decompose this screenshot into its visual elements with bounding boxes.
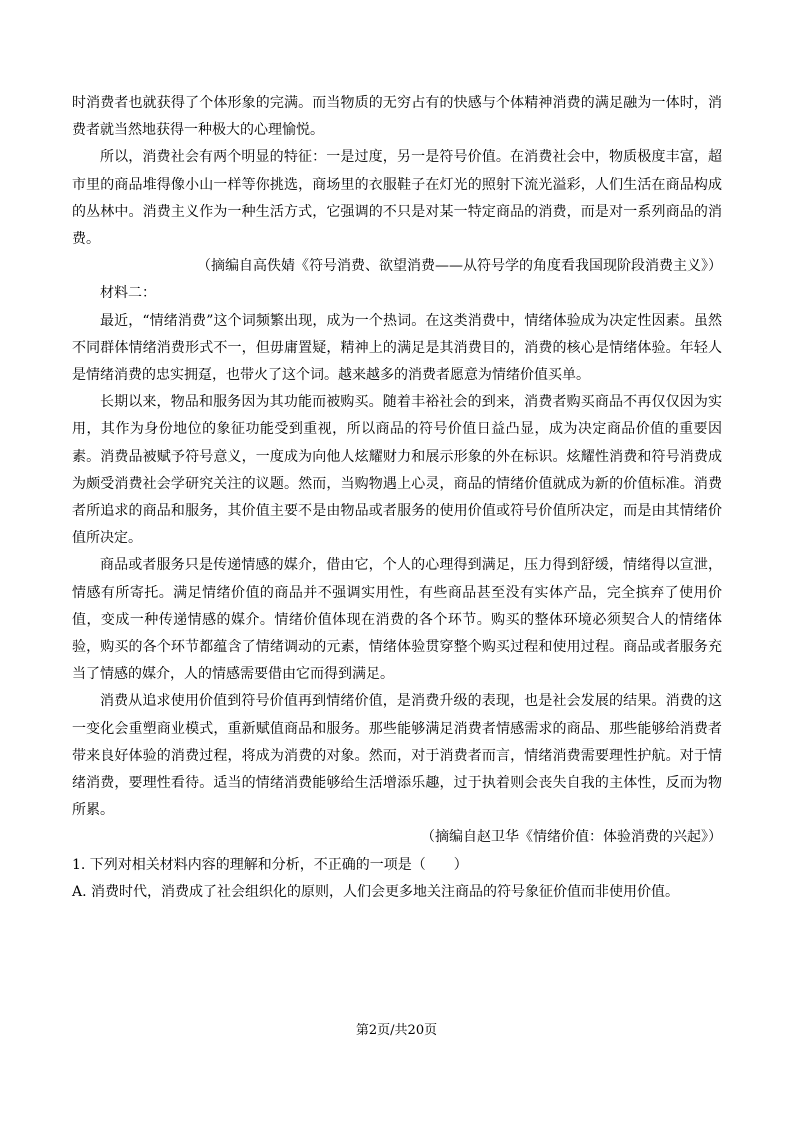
paragraph-symbolic-value: 长期以来，物品和服务因为其功能而被购买。随着丰裕社会的到来，消费者购买商品不再仅仅因为实用，其作为身份地位的象征功能受到重视，所以商品的符号价值日益凸显，成为决定商品价值的重要因素。消费品被赋予符号意义，一度成为向他人炫耀财力和展示形象的外在标识。炫耀性消费和符号消费成为颇受消费社会学研究关注的议题。然而，当购物遇上心灵，商品的情绪价值就成为新的价值标准。消费者所追求的商品和服务，其价值主要不是由物品或者服务的使用价值或符号价值所决定，而是由其情绪价值所决定。 xyxy=(72,394,722,547)
paragraph-continuation: 时消费者也就获得了个体形象的完满。而当物质的无穷占有的快感与个体精神消费的满足融为一体时，消费者就当然地获得一种极大的心理愉悦。 xyxy=(72,95,722,139)
question-1-option-a: A. 消费时代，消费成了社会组织化的原则，人们会更多地关注商品的符号象征价值而非使用价值。 xyxy=(72,883,680,900)
document-body xyxy=(72,90,722,906)
paragraph-consumption-upgrade: 消费从追求使用价值到符号价值再到情绪价值，是消费升级的表现，也是社会发展的结果。消费的这一变化会重塑商业模式，重新赋值商品和服务。那些能够满足消费者情感需求的商品、那些能够给消费者带来良好体验的消费过程，将成为消费的对象。然而，对于消费者而言，情绪消费需要理性护航。对于情绪消费，要理性看待。适当的情绪消费能够给生活增添乐趣，过于执着则会丧失自我的主体性，反而为物所累。 xyxy=(72,693,722,819)
source-citation-1: （摘编自高佚婧《符号消费、欲望消费——从符号学的角度看我国现阶段消费主义》） xyxy=(197,258,722,275)
paragraph-consumer-society-features: 所以，消费社会有两个明显的特征：一是过度，另一是符号价值。在消费社会中，物质极度丰富，超市里的商品堆得像小山一样等你挑选，商场里的衣服鞋子在灯光的照射下流光溢彩，人们生活在商品构成的丛林中。消费主义作为一种生活方式，它强调的不只是对某一特定商品的消费，而是对一系列商品的消费。 xyxy=(72,149,722,248)
paragraph-emotional-consumption: 最近，“情绪消费”这个词频繁出现，成为一个热词。在这类消费中，情绪体验成为决定性因素。虽然不同群体情绪消费形式不一，但毋庸置疑，精神上的满足是其消费目的，消费的核心是情绪体验。年轻人是情绪消费的忠实拥趸，也带火了这个词。越来越多的消费者愿意为情绪价值买单。 xyxy=(72,312,722,384)
material-two-heading: 材料二： xyxy=(100,285,156,302)
source-citation-2: （摘编自赵卫华《情绪价值：体验消费的兴起》） xyxy=(421,829,722,846)
question-1: 1. 下列对相关材料内容的理解和分析，不正确的一项是（ ） xyxy=(72,856,468,873)
paragraph-emotion-medium: 商品或者服务只是传递情感的媒介，借由它，个人的心理得到满足，压力得到舒缓，情绪得以宣泄，情感有所寄托。满足情绪价值的商品并不强调实用性，有些商品甚至没有实体产品，完全摈弃了使用价值，变成一种传递情感的媒介。情绪价值体现在消费的各个环节。购买的整体环境必须契合人的情绪体验，购买的各个环节都蕴含了情绪调动的元素，情绪体验贯穿整个购买过程和使用过程。商品或者服务充当了情感的媒介，人的情感需要借由它而得到满足。 xyxy=(72,557,722,683)
page-number: 第2页/共20页 xyxy=(355,1023,438,1038)
